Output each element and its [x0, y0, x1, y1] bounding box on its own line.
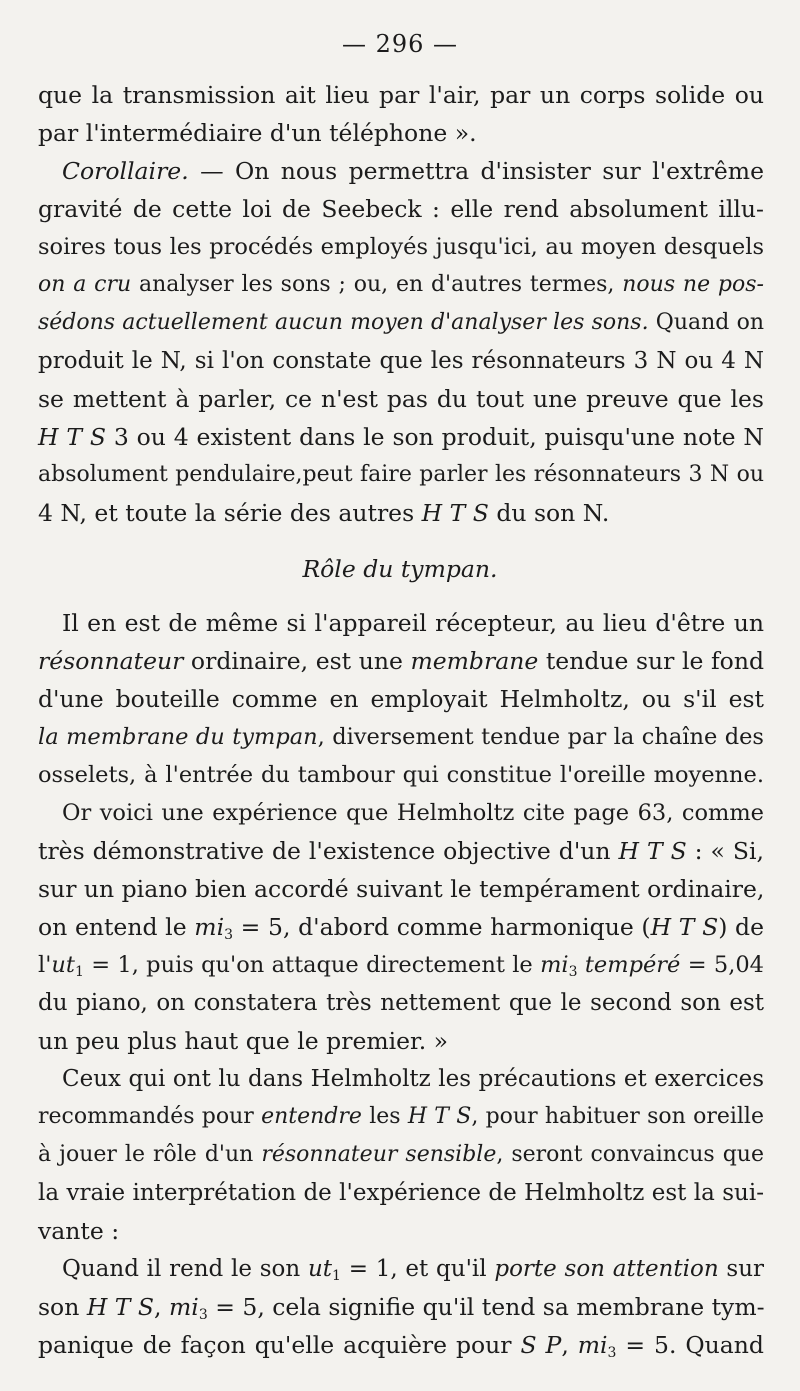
text-line-31: son H T S, $mi_3 = 5$, cela signifie qu'il tend sa membrane tym- — [38, 1293, 765, 1323]
text-line-14: résonnateur ordinaire, est une membrane tendue sur le fond — [38, 647, 764, 675]
text-line-28: la vraie interprétation de l'expérience de Helmholtz est la sui- — [38, 1180, 764, 1206]
text-line-1: que la transmission ait lieu par l'air, par un corps solide ou — [38, 81, 764, 109]
text-line-8: produit le N, si l'on constate que les résonnateurs 3 N ou 4 N — [38, 348, 764, 374]
page-number: — 296 — — [341, 30, 459, 58]
text-line-20: sur un piano bien accordé suivant le tempérament ordinaire, — [38, 875, 765, 903]
text-line-19: très démonstrative de l'existence objective d'un H T S : « Si, — [38, 837, 764, 865]
text-line-7: sédons actuellement aucun moyen d'analyser les sons. Quand on — [38, 310, 764, 335]
section-heading: Rôle du tympan. — [302, 555, 498, 583]
text-line-22: $l'ut_1 = 1$, puis qu'on attaque directement le $mi_3$ tempéré = 5,04 — [38, 952, 764, 980]
text-line-5: soires tous les procédés employés jusqu'ici, au moyen desquels — [38, 234, 764, 260]
text-line-25: Ceux qui ont lu dans Helmholtz les précautions et exercices — [62, 1066, 764, 1092]
text-line-26: recommandés pour entendre les H T S, pour habituer son oreille — [38, 1104, 764, 1129]
text-line-32: panique de façon qu'elle acquière pour S P, $mi_3 = 5$. Quand — [38, 1331, 764, 1361]
text-line-21: on entend le $mi_3 = 5$, d'abord comme harmonique (H T S) de — [38, 913, 765, 943]
text-line-6: on a cru analyser les sons ; ou, en d'autres termes, nous ne pos- — [38, 272, 764, 297]
text-line-9: se mettent à parler, ce n'est pas du tout une preuve que les — [38, 385, 764, 413]
text-line-23: du piano, on constatera très nettement que le second son est — [38, 990, 764, 1016]
text-line-3: Corollaire. — On nous permettra d'insister sur l'extrême — [62, 157, 764, 185]
text-line-11: absolument pendulaire,peut faire parler les résonnateurs 3 N ou — [38, 462, 764, 487]
text-line-2: par l'intermédiaire d'un téléphone ». — [38, 119, 477, 147]
text-line-15: d'une bouteille comme en employait Helmholtz, ou s'il est — [38, 685, 764, 713]
text-line-17: osselets, à l'entrée du tambour qui constitue l'oreille moyenne. — [38, 762, 764, 788]
text-line-13: Il en est de même si l'appareil récepteur, au lieu d'être un — [62, 609, 764, 637]
text-line-4: gravité de cette loi de Seebeck : elle rend absolument illu- — [38, 195, 764, 223]
text-line-10: H T S 3 ou 4 existent dans le son produit, puisqu'une note N — [38, 423, 764, 451]
text-line-18: Or voici une expérience que Helmholtz cite page 63, comme — [62, 800, 764, 826]
text-line-27: à jouer le rôle d'un résonnateur sensible, seront convaincus que — [38, 1142, 764, 1167]
text-line-30: Quand il rend le son $ut_1 = 1$, et qu'il porte son attention sur — [62, 1256, 765, 1284]
text-line-16: la membrane du tympan, diversement tendue par la chaîne des — [38, 724, 764, 750]
text-line-12: 4 N, et toute la série des autres H T S du son N. — [38, 499, 610, 527]
text-line-24: un peu plus haut que le premier. » — [38, 1027, 449, 1055]
text-line-29: vante : — [38, 1217, 120, 1245]
